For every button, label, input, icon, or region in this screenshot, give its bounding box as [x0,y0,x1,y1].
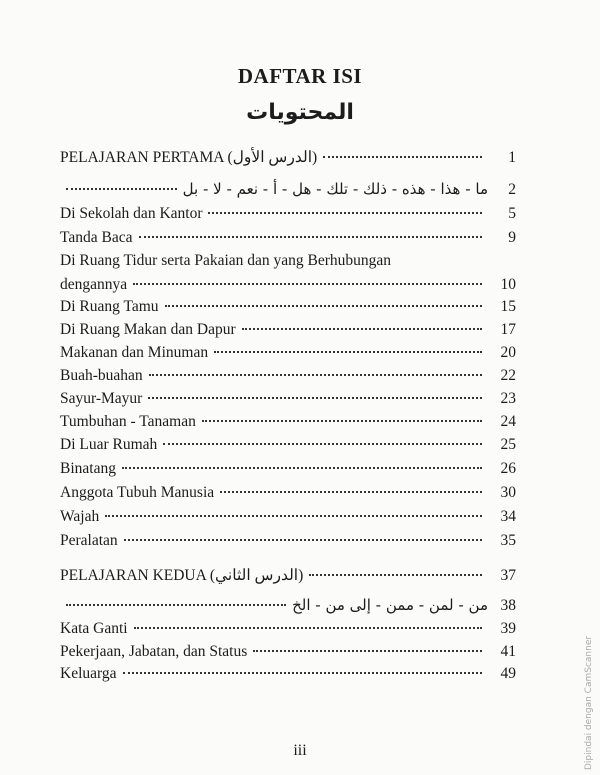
toc-entry[interactable] [60,436,516,458]
toc-entry-label: Peralatan [60,532,118,549]
toc-entry-page: 2 [508,181,516,198]
dot-leader [149,374,482,376]
toc-entry-page: 49 [500,665,516,682]
dot-leader [66,604,286,606]
dot-leader [124,539,482,541]
toc-entry[interactable] [60,566,516,588]
dot-leader [134,627,482,629]
toc-entry[interactable] [60,596,516,618]
toc-entry[interactable] [60,298,516,320]
toc-entry-label: Di Ruang Tamu [60,298,159,315]
dot-leader [208,212,482,214]
toc-entry-label: Tumbuhan - Tanaman [60,413,196,430]
toc-entry[interactable] [60,532,516,554]
toc-entry-label: Pekerjaan, Jabatan, dan Status [60,643,248,660]
toc-entry-page: 15 [500,298,516,315]
toc-entry-page: 9 [508,229,516,246]
dot-leader [253,650,482,652]
toc-entry-label: Kata Ganti [60,620,128,637]
toc-entry[interactable] [60,205,516,227]
toc-entry[interactable] [60,148,516,170]
dot-leader [163,443,482,445]
toc-entry-page: 30 [500,484,516,501]
dot-leader [214,351,482,353]
toc-entry-page: 37 [500,567,516,584]
dot-leader [309,574,482,576]
toc-entry-label: Anggota Tubuh Manusia [60,484,215,501]
toc-entry-page: 20 [500,344,516,361]
toc-entry[interactable] [60,321,516,343]
toc-entry-continuation [60,276,516,294]
toc-entry-label: Binatang [60,460,116,477]
toc-entry[interactable] [60,460,516,482]
toc-entry-page: 5 [508,205,516,222]
toc-entry-label: Keluarga [60,665,117,682]
toc-entry-label: Sayur-Mayur [60,390,143,407]
toc-entry-label: Di Ruang Tidur serta Pakaian dan yang Berhubungan [60,252,392,269]
toc-entry[interactable] [60,367,516,389]
toc-entry-page: 39 [500,620,516,637]
toc-entry[interactable] [60,643,516,665]
toc-entry-page: 24 [500,413,516,430]
dot-leader [139,236,483,238]
toc-entry[interactable] [60,390,516,412]
toc-entry-page: 34 [500,508,516,525]
toc-entry-label: Buah-buahan [60,367,143,384]
dot-leader [165,305,482,307]
dot-leader [242,328,482,330]
toc-entry-label: PELAJARAN PERTAMA (الدرس الأول) [60,149,318,166]
page-title: DAFTAR ISI [237,64,363,88]
toc-entry[interactable] [60,620,516,642]
toc-entry[interactable] [60,252,516,294]
dot-leader [133,283,482,285]
dot-leader [202,420,482,422]
toc-entry[interactable] [60,344,516,366]
toc-entry-label: Di Ruang Makan dan Dapur [60,321,236,338]
toc-entry-label: Di Luar Rumah [60,436,158,453]
toc-entry-page: 17 [500,321,516,338]
toc-entry-page: 23 [500,390,516,407]
arabic-title: المحتويات [246,100,354,125]
toc-entry-label: Wajah [60,508,100,525]
toc-entry-page: 25 [500,436,516,453]
toc-entry-page: 10 [500,276,516,293]
toc-entry[interactable] [60,484,516,506]
toc-entry[interactable] [60,665,516,687]
scanner-watermark: Dipindai dengan CamScanner [584,635,594,770]
toc-entry[interactable] [60,229,516,251]
toc-entry-label: Di Sekolah dan Kantor [60,205,203,222]
dot-leader [122,467,482,469]
toc-entry-page: 26 [500,460,516,477]
dot-leader [66,188,177,190]
toc-entry-label-cont: dengannya [60,276,128,293]
toc-entry[interactable] [60,413,516,435]
toc-entry-label: من - لمن - ممن - إلى من - الخ [292,596,488,614]
toc-entry-page: 38 [500,597,516,614]
dot-leader [123,672,482,674]
toc-entry-label: Makanan dan Minuman [60,344,209,361]
toc-entry[interactable] [60,508,516,530]
dot-leader [323,156,482,158]
toc-entry-label: Tanda Baca [60,229,133,246]
toc-entry-page: 1 [508,149,516,166]
toc-entry-label: ما - هذا - هذه - ذلك - تلك - هل - أ - نعم - لا - بل [182,180,488,198]
dot-leader [220,491,482,493]
toc-entry-page: 41 [500,643,516,660]
toc-entry-page: 35 [500,532,516,549]
toc-entry[interactable] [60,180,516,202]
page-number: iii [293,742,307,759]
toc-entry-page: 22 [500,367,516,384]
dot-leader [148,397,482,399]
dot-leader [105,515,482,517]
toc-entry-label: PELAJARAN KEDUA (الدرس الثاني) [60,567,304,584]
